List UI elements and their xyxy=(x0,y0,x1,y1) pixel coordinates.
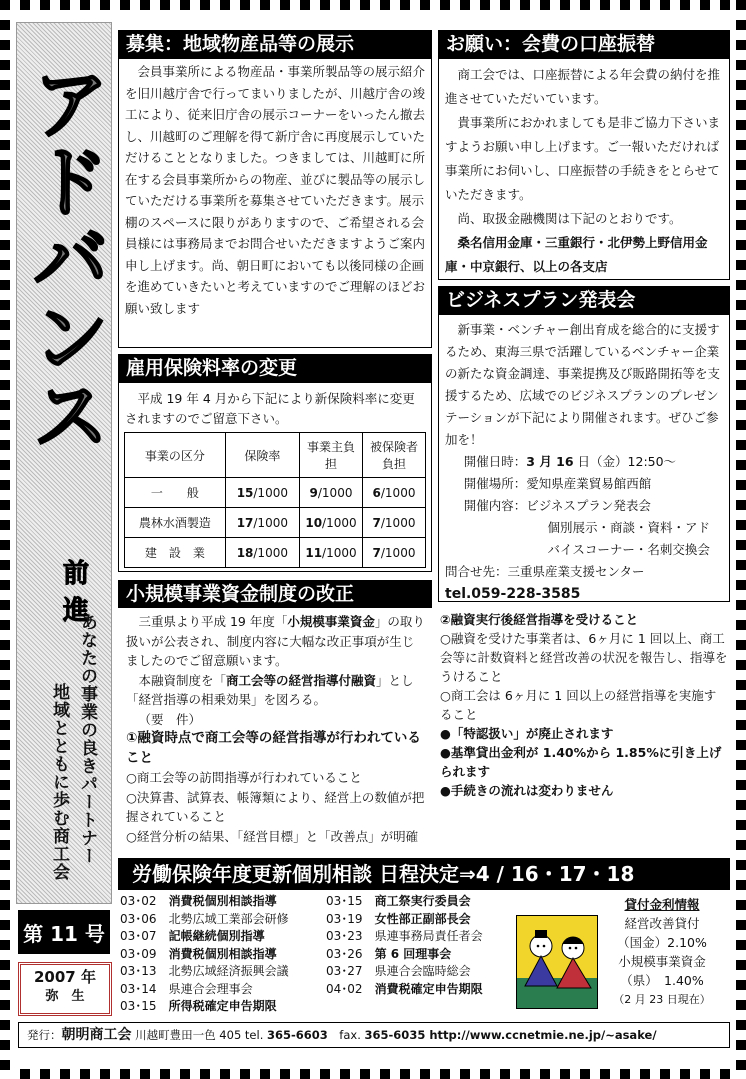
table-cell xyxy=(363,538,426,568)
article-payment-body xyxy=(438,58,730,280)
loan-intro-a: 三重県より平成 19 年度「 xyxy=(138,614,288,629)
bizplan-date-rest: 日（金）12:50～ xyxy=(573,454,677,469)
schedule-left xyxy=(120,893,289,1016)
list-item xyxy=(120,981,289,999)
table-row xyxy=(125,508,426,538)
payment-p3: 尚、取扱金融機関は下記のとおりです。 xyxy=(457,211,682,226)
footer-tel: 365-6603 xyxy=(267,1028,328,1042)
loan-intro-c: 」の取り扱いが公表され、制度内容に大幅な改正事項が生じましたのでご留意願います。 xyxy=(126,614,425,668)
footer-fax-label: fax. xyxy=(327,1028,365,1042)
issue-date xyxy=(18,962,112,1016)
loan-rate-line: 小規模事業資金 xyxy=(618,954,706,969)
list-item xyxy=(326,963,483,981)
bizplan-date-label: 開催日時： xyxy=(463,454,527,469)
table-cell xyxy=(300,478,363,508)
loan-c5: ○商工会は 6ヶ月に 1 回以上の経営指導を実施すること xyxy=(440,688,717,722)
loan-rate-date: （2 月 23 日現在） xyxy=(613,993,711,1006)
rate-unit: /1000 xyxy=(380,515,416,530)
loan-c4: ○融資を受けた事業者は、6ヶ月に 1 回以上、商工会等に計数資料と経営改善の状況を報告し、指導をうけること xyxy=(440,631,728,684)
table-cell: 建 設 業 xyxy=(125,538,226,568)
loan-req2: ②融資実行後経営指導を受けること xyxy=(440,612,639,627)
insurance-rate-table xyxy=(124,432,426,568)
masthead-tagline-1: あなたの事業の良きパートナー xyxy=(77,613,97,865)
insured-value: 6 xyxy=(372,485,381,500)
schedule-event: 商工祭実行委員会 xyxy=(374,894,471,908)
article-bizplan-body xyxy=(438,314,730,602)
border-right xyxy=(736,0,746,1079)
schedule-date: 04･02 xyxy=(326,981,363,996)
bizplan-date xyxy=(445,451,723,473)
list-item xyxy=(120,928,289,946)
article-payment-title: お願い：会費の口座振替 xyxy=(438,30,730,58)
article-insurance-title: 雇用保険料率の変更 xyxy=(118,354,432,382)
schedule-event: 北勢広域工業部会研修 xyxy=(168,911,289,926)
schedule-date: 03･15 xyxy=(326,894,363,908)
loan-b1: ●「特認扱い」が廃止されます xyxy=(440,726,614,741)
loan-rate-info xyxy=(598,895,726,1009)
footer-fax: 365-6035 xyxy=(364,1028,426,1042)
border-bottom xyxy=(0,1069,746,1079)
bizplan-place: 開催場所：愛知県産業貿易館西館 xyxy=(463,476,652,491)
rate-unit: /1000 xyxy=(380,485,416,500)
schedule-right xyxy=(326,893,483,998)
insured-value: 7 xyxy=(372,545,381,560)
list-item xyxy=(120,998,289,1016)
insurance-intro: 平成 19 年 4 月から下記により新保険料率に変更されますのでご留意下さい。 xyxy=(125,391,415,426)
list-item xyxy=(326,946,483,964)
schedule-date: 03･26 xyxy=(326,946,363,961)
hina-dolls-illustration xyxy=(516,915,598,1009)
article-bizplan-title: ビジネスプラン発表会 xyxy=(438,286,730,314)
list-item xyxy=(326,981,483,999)
rate-unit: /1000 xyxy=(253,485,288,500)
bizplan-date-bold: 3 月 16 xyxy=(526,454,574,469)
table-cell: 一 般 xyxy=(125,478,226,508)
list-item xyxy=(120,893,289,911)
schedule-event: 第 6 回理事会 xyxy=(374,946,452,961)
table-cell xyxy=(363,478,426,508)
loan-p2-a: 本融資制度を「 xyxy=(138,672,227,688)
border-left xyxy=(0,0,10,1079)
footer-url[interactable]: http://www.ccnetmie.ne.jp/~asake/ xyxy=(425,1028,657,1042)
loan-intro xyxy=(126,612,426,671)
schedule-date: 03･14 xyxy=(120,981,157,996)
rate-unit: /1000 xyxy=(317,485,353,500)
rate-unit: /1000 xyxy=(322,545,357,560)
loan-rate-line: （国金）2.10% xyxy=(617,935,707,950)
schedule-event: 県連合会臨時総会 xyxy=(374,964,471,978)
loan-req1: ①融資時点で商工会等の経営指導が行われていること xyxy=(126,730,421,766)
loan-p2-b: 商工会等の経営指導付融資 xyxy=(226,672,377,688)
list-item xyxy=(120,963,289,981)
schedule-title: 労働保険年度更新個別相談 日程決定⇒4 / 16・17・18 xyxy=(118,858,730,890)
table-cell xyxy=(225,478,299,508)
bizplan-content-2: 個別展示・商談・資料・アド xyxy=(547,520,711,535)
payment-banks: 桑名信用金庫・三重銀行・北伊勢上野信用金庫・中京銀行、以上の各支店 xyxy=(445,235,708,274)
border-top xyxy=(0,0,746,10)
rate-unit: /1000 xyxy=(253,545,288,560)
rate-value: 18 xyxy=(236,545,254,560)
schedule-event: 県連事務局責任者会 xyxy=(374,929,483,943)
loan-req: （要 件） xyxy=(138,711,202,727)
list-item xyxy=(326,893,483,911)
schedule-event: 消費税個別相談指導 xyxy=(168,894,277,908)
footer-org: 朝明商工会 xyxy=(61,1027,132,1043)
table-cell xyxy=(363,508,426,538)
table-header: 事業主負担 xyxy=(300,433,363,478)
article-loan-title: 小規模事業資金制度の改正 xyxy=(118,580,432,608)
table-cell xyxy=(300,538,363,568)
article-loan-right xyxy=(440,610,728,800)
rate-value: 15 xyxy=(236,485,254,500)
footer-addr: 川越町豊田一色 405 tel. xyxy=(131,1028,268,1042)
schedule-event: 県連合会理事会 xyxy=(168,981,253,996)
bizplan-body: 新事業・ベンチャー創出育成を総合的に支援するため、東海三県で活躍しているベンチャー企業の新たな資金調達、事業提携及び販路開拓等を支援するため、広域でのビジネスプランのプレゼンテーションが下記により開催されます。ぜひご参加を！ xyxy=(445,322,721,447)
loan-rate-title: 貸付金利情報 xyxy=(624,897,700,912)
schedule-event: 所得税確定申告期限 xyxy=(168,999,277,1013)
issue-season: 弥 生 xyxy=(45,989,85,1004)
table-header: 被保険者負担 xyxy=(363,433,426,478)
table-header: 事業の区分 xyxy=(125,433,226,478)
loan-c2: ○決算書、試算表、帳簿類により、経営上の数値が把握されていること xyxy=(126,789,425,824)
hina-dolls-icon xyxy=(517,916,597,1008)
loan-rate-line: 経営改善貸付 xyxy=(624,916,700,931)
payment-p2: 貴事業所におかれましても是非ご協力下さいますようお願い申し上げます。ご一報いただければ事業所にお伺いし、口座振替の手続きをとらせていただきます。 xyxy=(445,115,721,202)
loan-p2 xyxy=(126,671,426,710)
list-item xyxy=(326,911,483,929)
employer-value: 9 xyxy=(309,485,318,500)
list-item xyxy=(120,911,289,929)
loan-c3: ○経営分析の結果、「経営目標」と「改善点」が明確 xyxy=(126,828,419,844)
table-row xyxy=(125,538,426,568)
rate-unit: /1000 xyxy=(322,515,357,530)
schedule-date: 03･09 xyxy=(120,946,157,961)
schedule-date: 03･02 xyxy=(120,894,157,908)
table-cell xyxy=(300,508,363,538)
masthead-tagline-2: 地域とともに歩む商工会 xyxy=(49,683,69,881)
list-item xyxy=(120,946,289,964)
schedule-date: 03･27 xyxy=(326,964,363,978)
table-header-row xyxy=(125,433,426,478)
schedule-date: 03･07 xyxy=(120,929,157,943)
rate-unit: /1000 xyxy=(253,515,288,530)
article-loan-left xyxy=(126,612,426,846)
bizplan-content-1: 開催内容：ビジネスプラン発表会 xyxy=(463,498,651,513)
loan-rate-line: （県） 1.40% xyxy=(620,973,704,988)
schedule-event: 消費税確定申告期限 xyxy=(374,981,483,996)
rate-value: 17 xyxy=(236,515,254,530)
loan-intro-b: 小規模事業資金 xyxy=(287,614,375,629)
employer-value: 10 xyxy=(305,515,323,530)
loan-p2-c: 」とし「経営指導の相乗効果」を図ろる。 xyxy=(126,672,414,707)
loan-b2: ●基準貸出金利が 1.40%から 1.85%に引き上げられます xyxy=(440,745,722,779)
schedule-event: 消費税個別相談指導 xyxy=(168,946,277,961)
publisher-footer xyxy=(18,1022,730,1048)
payment-p1: 商工会では、口座振替による年会費の納付を推進させていただいています。 xyxy=(445,67,721,106)
masthead xyxy=(16,22,112,904)
masthead-subtitle: 前進 xyxy=(63,559,90,626)
footer-label: 発行： xyxy=(27,1028,62,1042)
schedule-date: 03･19 xyxy=(326,911,363,926)
table-row xyxy=(125,478,426,508)
rate-unit: /1000 xyxy=(380,545,416,560)
masthead-title: アドバンス xyxy=(19,63,109,453)
schedule-event: 北勢広域経済振興会議 xyxy=(168,964,289,978)
schedule-event: 記帳継続個別指導 xyxy=(168,929,265,943)
bizplan-content-3: バイスコーナー・名刺交換会 xyxy=(547,542,710,557)
schedule-date: 03･06 xyxy=(120,911,157,926)
issue-number: 第 11 号 xyxy=(18,910,110,954)
bizplan-tel: tel.059-228-3585 xyxy=(445,586,581,602)
table-header: 保険率 xyxy=(225,433,299,478)
schedule-date: 03･13 xyxy=(120,964,157,978)
table-cell xyxy=(225,538,299,568)
schedule-event: 女性部正副部長会 xyxy=(374,911,471,926)
loan-c1: ○商工会等の訪問指導が行われていること xyxy=(126,770,362,785)
schedule-date: 03･15 xyxy=(120,999,157,1013)
loan-b3: ●手続きの流れは変わりません xyxy=(440,783,614,798)
article-exhibit-title: 募集：地域物産品等の展示 xyxy=(118,30,432,58)
article-exhibit-body: 会員事業所による物産品・事業所製品等の展示紹介を旧川越庁舎で行ってまいりましたが、川越庁舎の竣工により、従来旧庁舎の展示コーナーをいったん撤去し、川越町のご理解を得て新庁舎に再度展示していただけることとなりました。つきましては、川越町に所在する会員事業所からの物産、並びに製品等の展示していただける事業所を募集させていただきます。展示棚のスペースに限りがありますので、ご希望される会員様には事務局までお問合せいただきますようご案内申し上げます。尚、朝日町においても以後同様の企画を進めていきたいと考えていますのでご理解のほどお願い致します xyxy=(118,58,432,348)
table-cell xyxy=(225,508,299,538)
issue-year: 2007 年 xyxy=(34,968,96,986)
employer-value: 11 xyxy=(305,545,323,560)
insured-value: 7 xyxy=(372,515,381,530)
list-item xyxy=(326,928,483,946)
bizplan-contact: 問合せ先：三重県産業支援センター xyxy=(445,564,645,579)
table-cell: 農林水酒製造 xyxy=(125,508,226,538)
schedule-date: 03･23 xyxy=(326,929,363,943)
